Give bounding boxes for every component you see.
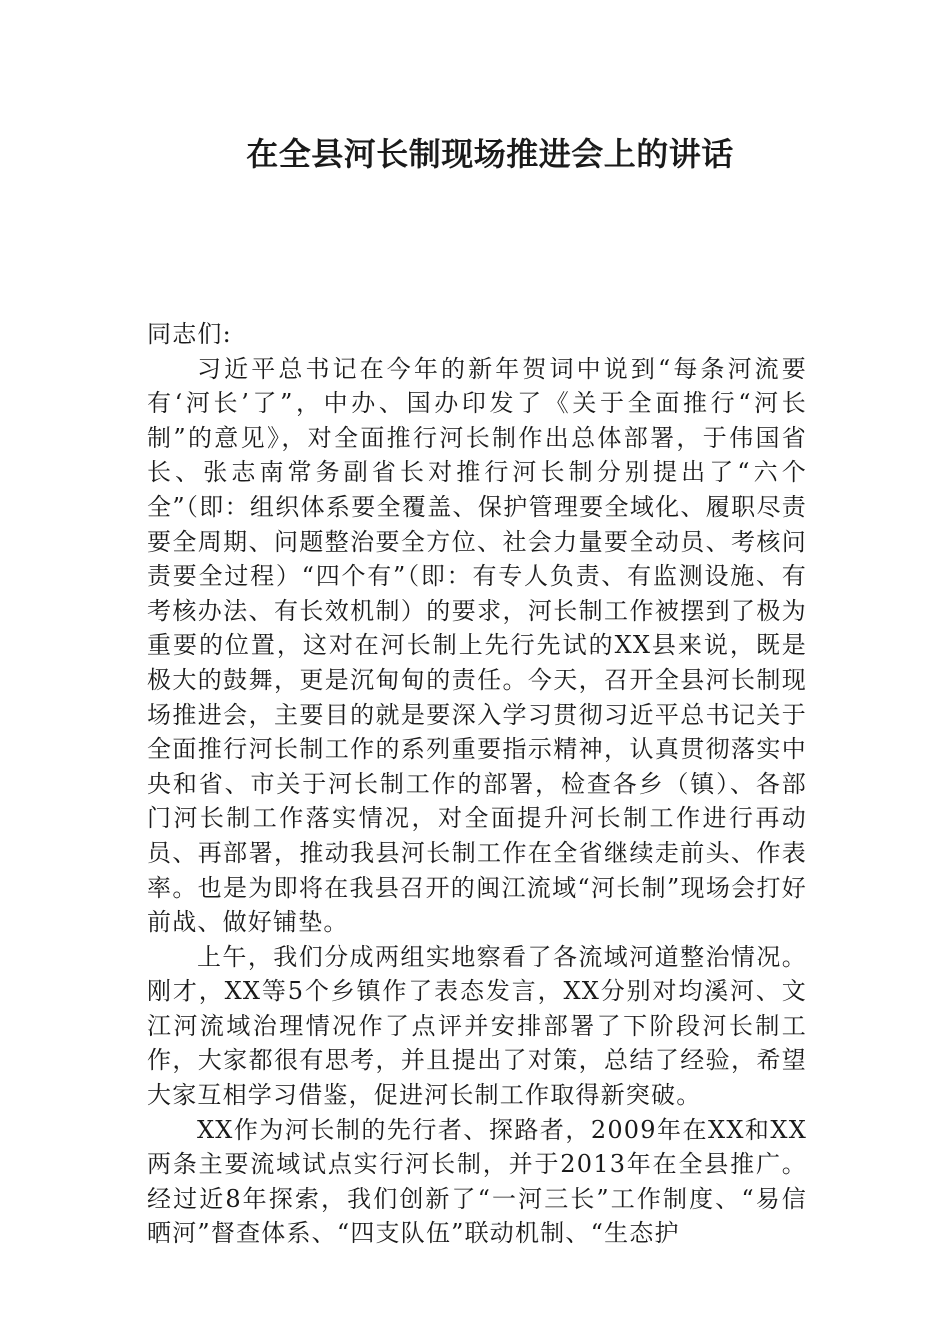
document-body <box>147 317 807 1251</box>
paragraph: 上午，我们分成两组实地察看了各流域河道整治情况。刚才，XX等5个乡镇作了表态发言，XX分别对均溪河、文江河流域治理情况作了点评并安排部署了下阶段河长制工作，大家都很有思考，并且提出了对策，总结了经验，希望大家互相学习借鉴，促进河长制工作取得新突破。 <box>147 942 807 1110</box>
document-title: 在全县河长制现场推进会上的讲话 <box>246 135 734 173</box>
salutation: 同志们: <box>147 320 232 348</box>
paragraph: 习近平总书记在今年的新年贺词中说到“每条河流要有‘河长’了”，中办、国办印发了《关于全面推行“河长制”的意见》，对全面推行河长制作出总体部署，于伟国省长、张志南常务副省长对推行河长制分别提出了“六个全”（即：组织体系要全覆盖、保护管理要全域化、履职尽责要全周期、问题整治要全方位、社会力量要全动员、考核问责要全过程）“四个有”（即：有专人负责、有监测设施、有考核办法、有长效机制）的要求，河长制工作被摆到了极为重要的位置，这对在河长制上先行先试的XX县来说，既是极大的鼓舞，更是沉甸甸的责任。今天，召开全县河长制现场推进会，主要目的就是要深入学习贯彻习近平总书记关于全面推行河长制工作的系列重要指示精神，认真贯彻落实中央和省、市关于河长制工作的部署，检查各乡（镇）、各部门河长制工作落实情况，对全面提升河长制工作进行再动员、再部署，推动我县河长制工作在全省继续走前头、作表率。也是为即将在我县召开的闽江流域“河长制”现场会打好前战、做好铺垫。 <box>147 354 807 937</box>
paragraph: XX作为河长制的先行者、探路者，2009年在XX和XX两条主要流域试点实行河长制，并于2013年在全县推广。经过近8年探索，我们创新了“一河三长”工作制度、“易信晒河”督查体系、“四支队伍”联动机制、“生态护 <box>147 1115 807 1248</box>
